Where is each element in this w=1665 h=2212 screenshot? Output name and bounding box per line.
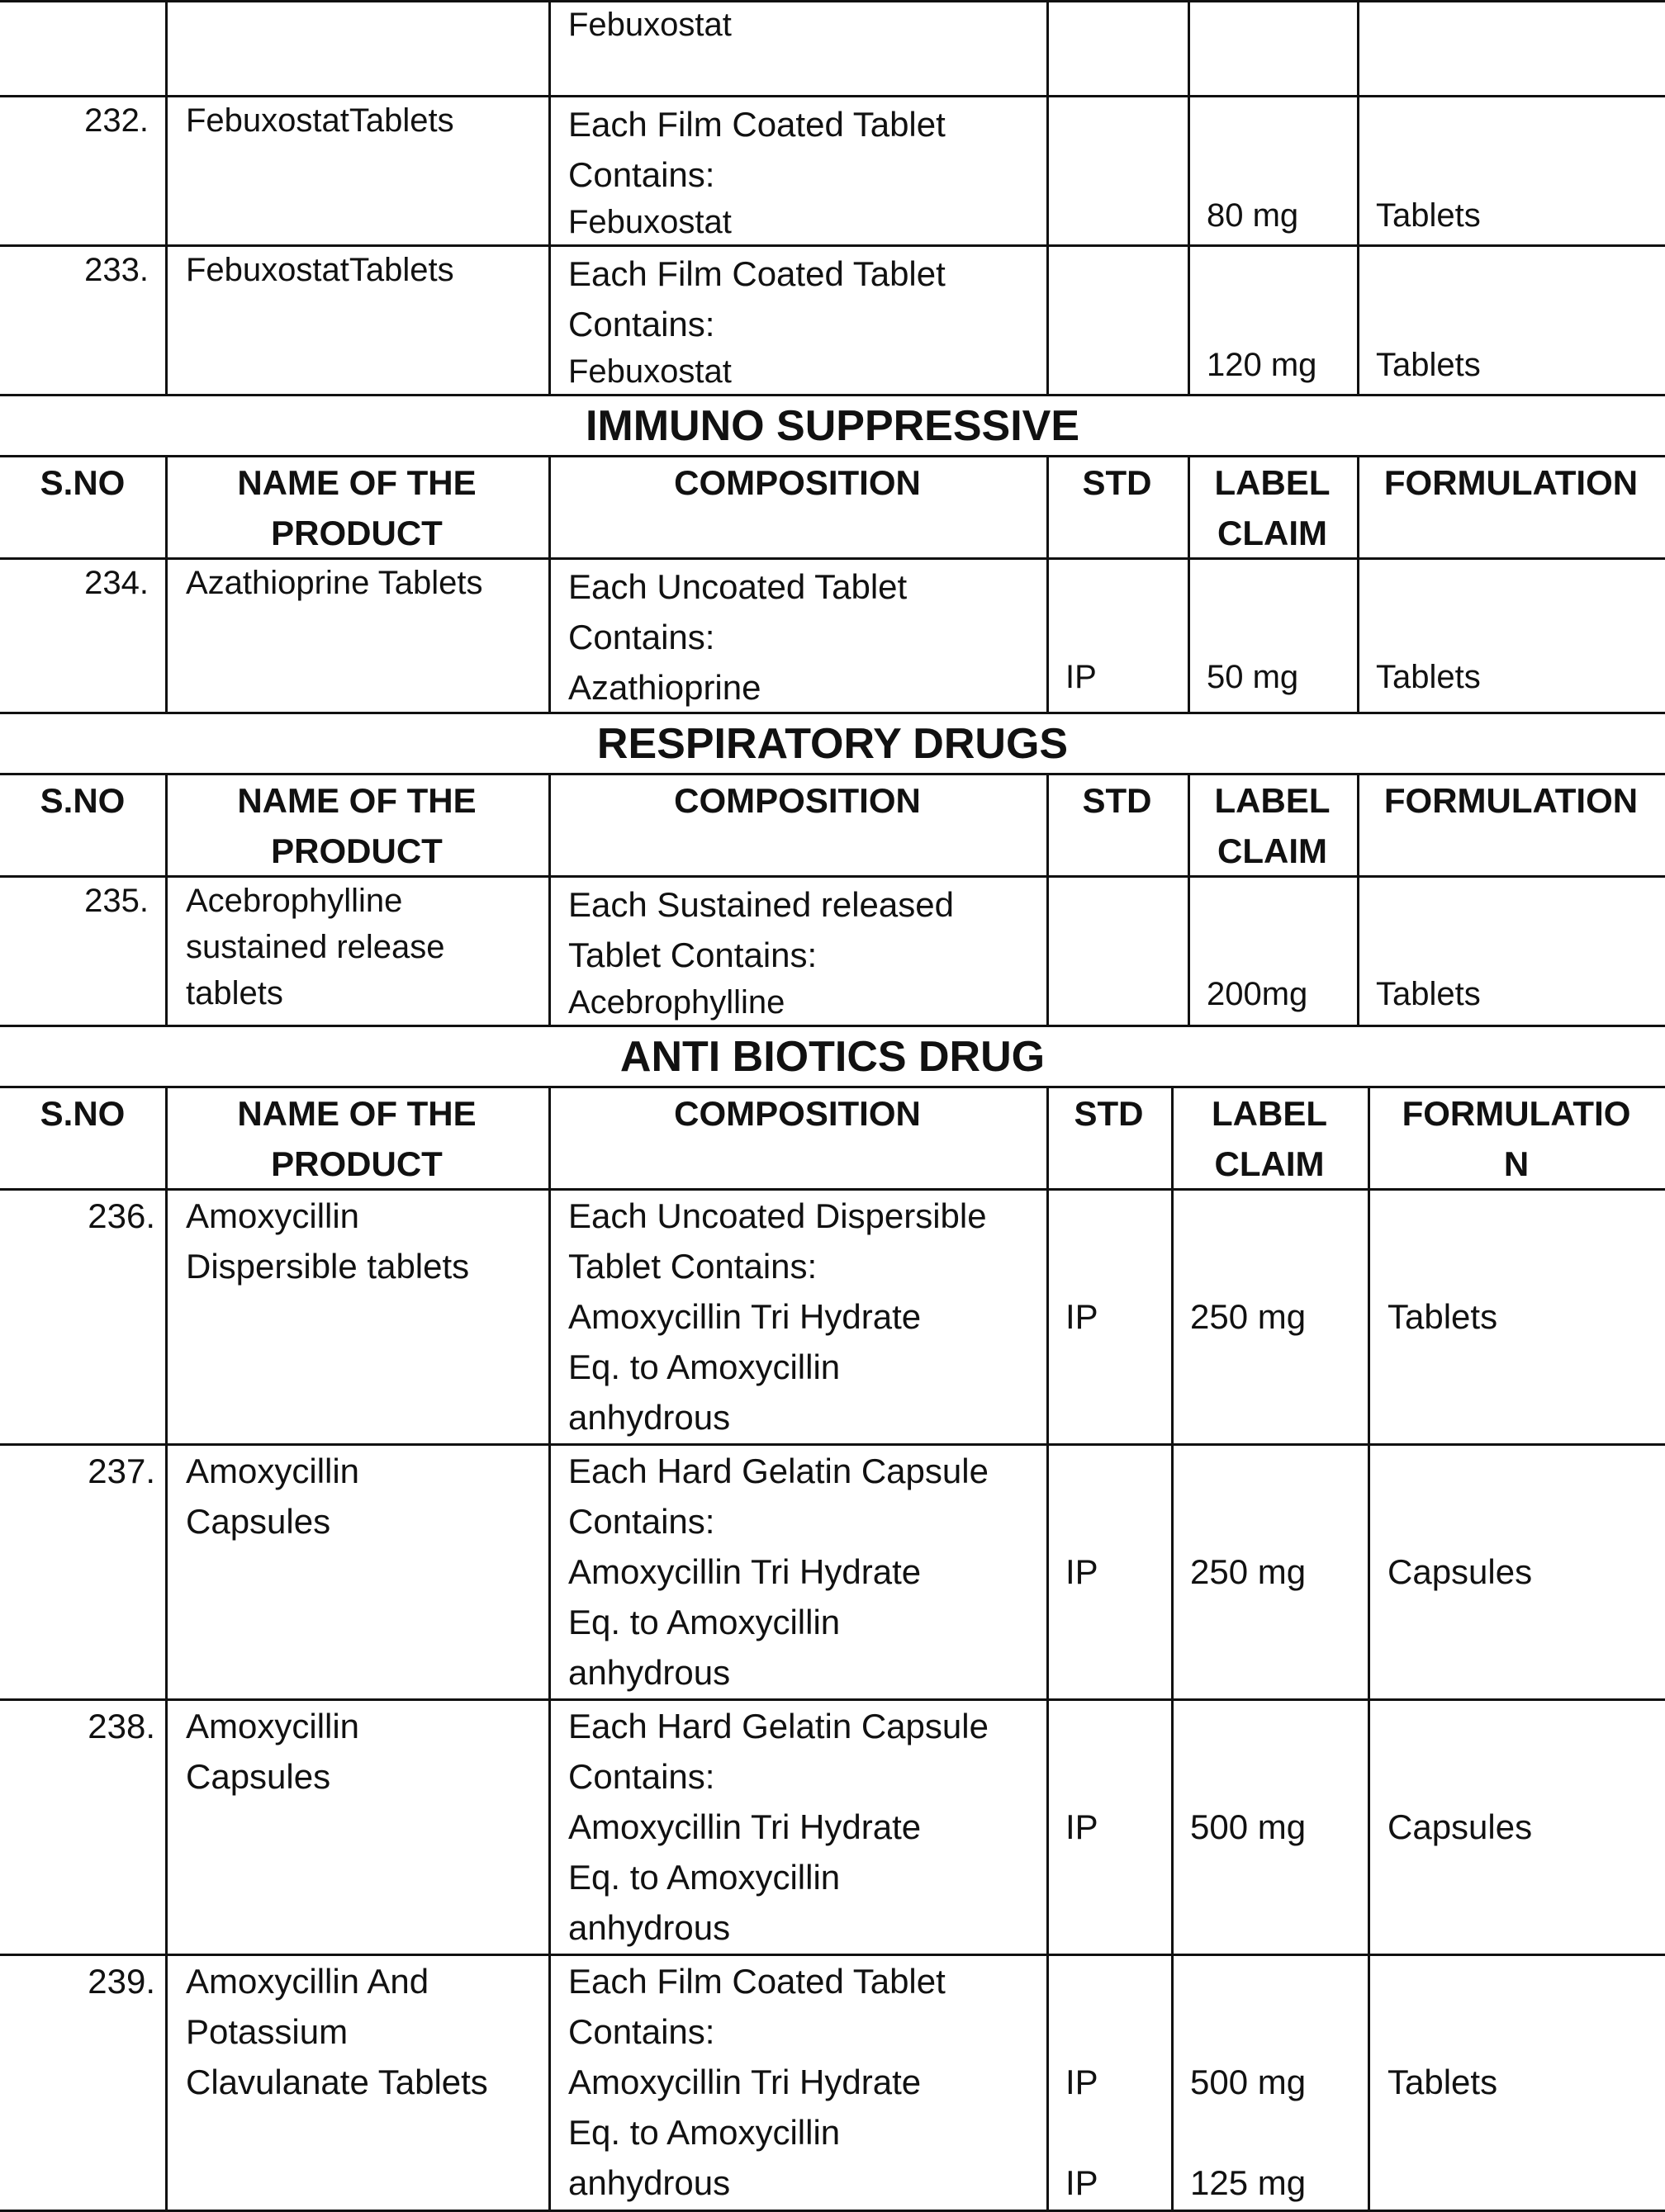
header-label-claim: CLAIM <box>1217 831 1327 870</box>
composition-cell: Amoxycillin Tri Hydrate <box>568 2063 922 2101</box>
header-sno: S.NO <box>40 463 126 502</box>
std-cell: IP <box>1065 659 1097 695</box>
composition-cell: Contains: <box>568 305 715 343</box>
section-title: ANTI BIOTICS DRUG <box>619 1033 1046 1081</box>
header-name: PRODUCT <box>271 831 443 870</box>
label-claim-cell: 250 mg <box>1190 1297 1307 1336</box>
sno-cell: 234. <box>84 565 149 601</box>
header-std: STD <box>1082 781 1152 820</box>
formulation-cell: Capsules <box>1388 1552 1533 1591</box>
label-claim-cell: 80 mg <box>1207 197 1299 234</box>
header-std: STD <box>1074 1094 1144 1133</box>
composition-cell: Eq. to Amoxycillin <box>568 1348 841 1386</box>
product-name-cell: tablets <box>186 975 283 1011</box>
product-name-cell: FebuxostatTablets <box>186 102 454 139</box>
sno-cell: 239. <box>88 1962 155 2001</box>
std-cell: IP <box>1065 1552 1098 1591</box>
product-name-cell: Amoxycillin <box>186 1707 360 1745</box>
formulation-cell: Tablets <box>1376 976 1481 1012</box>
section-title: RESPIRATORY DRUGS <box>596 720 1069 768</box>
product-name-cell: Capsules <box>186 1502 331 1541</box>
header-composition: COMPOSITION <box>674 1094 921 1133</box>
table-column-rule <box>548 0 551 394</box>
product-name-cell: Acebrophylline <box>186 883 403 919</box>
composition-cell: Amoxycillin Tri Hydrate <box>568 1297 922 1336</box>
composition-cell: Each Film Coated Tablet <box>568 105 946 144</box>
composition-cell: Each Uncoated Dispersible <box>568 1196 987 1235</box>
table-column-rule <box>1188 0 1190 394</box>
formulation-cell: Tablets <box>1376 347 1481 383</box>
label-claim-cell: 125 mg <box>1190 2163 1307 2202</box>
formulation-cell: Tablets <box>1388 2063 1498 2101</box>
header-label-claim: CLAIM <box>1217 514 1327 552</box>
sno-cell: 235. <box>84 883 149 919</box>
section-title: IMMUNO SUPPRESSIVE <box>585 402 1080 450</box>
composition-cell: Febuxostat <box>568 7 732 43</box>
header-label-claim: LABEL <box>1214 781 1331 820</box>
composition-cell: Tablet Contains: <box>568 1247 818 1286</box>
header-name: PRODUCT <box>271 1144 443 1183</box>
product-name-cell: sustained release <box>186 929 445 965</box>
composition-cell: Each Hard Gelatin Capsule <box>568 1452 989 1490</box>
header-name: PRODUCT <box>271 514 443 552</box>
table-column-rule <box>1046 0 1049 394</box>
std-cell: IP <box>1065 1807 1098 1846</box>
composition-cell: anhydrous <box>568 2163 731 2202</box>
label-claim-cell: 200mg <box>1207 976 1308 1012</box>
composition-cell: Each Film Coated Tablet <box>568 1962 946 2001</box>
composition-cell: Febuxostat <box>568 353 732 390</box>
table-column-rule <box>1046 1086 1049 2210</box>
composition-cell: anhydrous <box>568 1653 731 1692</box>
header-label-claim: CLAIM <box>1214 1144 1325 1183</box>
header-formulation: FORMULATION <box>1383 781 1639 820</box>
composition-cell: Tablet Contains: <box>568 935 818 974</box>
label-claim-cell: 500 mg <box>1190 1807 1307 1846</box>
sno-cell: 232. <box>84 102 149 139</box>
product-name-cell: Amoxycillin <box>186 1196 360 1235</box>
label-claim-cell: 120 mg <box>1207 347 1317 383</box>
header-sno: S.NO <box>40 1094 126 1133</box>
composition-cell: Each Sustained released <box>568 885 954 924</box>
formulation-cell: Tablets <box>1376 197 1481 234</box>
header-std: STD <box>1082 463 1152 502</box>
formulation-cell: Capsules <box>1388 1807 1533 1846</box>
sno-cell: 236. <box>88 1196 155 1235</box>
header-label-claim: LABEL <box>1214 463 1331 502</box>
header-sno: S.NO <box>40 781 126 820</box>
sno-cell: 233. <box>84 252 149 288</box>
composition-cell: Amoxycillin Tri Hydrate <box>568 1807 922 1846</box>
table-column-rule <box>1368 1086 1370 2210</box>
composition-cell: Azathioprine <box>568 668 761 707</box>
table-column-rule <box>165 1086 168 2210</box>
formulation-cell: Tablets <box>1376 659 1481 695</box>
product-name-cell: Dispersible tablets <box>186 1247 470 1286</box>
table-column-rule <box>548 1086 551 2210</box>
composition-cell: Each Film Coated Tablet <box>568 254 946 293</box>
composition-cell: Eq. to Amoxycillin <box>568 1858 841 1897</box>
composition-cell: Amoxycillin Tri Hydrate <box>568 1552 922 1591</box>
product-name-cell: Capsules <box>186 1757 331 1796</box>
composition-cell: Contains: <box>568 155 715 194</box>
product-name-cell: Azathioprine Tablets <box>186 565 483 601</box>
composition-cell: anhydrous <box>568 1908 731 1947</box>
std-cell: IP <box>1065 1297 1098 1336</box>
composition-cell: Each Uncoated Tablet <box>568 567 908 606</box>
header-label-claim: LABEL <box>1212 1094 1327 1133</box>
composition-cell: Eq. to Amoxycillin <box>568 1603 841 1641</box>
formulation-cell: Tablets <box>1388 1297 1498 1336</box>
sno-cell: 238. <box>88 1707 155 1745</box>
composition-cell: Febuxostat <box>568 204 732 240</box>
product-name-cell: FebuxostatTablets <box>186 252 454 288</box>
composition-cell: anhydrous <box>568 1398 731 1437</box>
composition-cell: Contains: <box>568 1502 715 1541</box>
table-column-rule <box>1171 1086 1174 2210</box>
composition-cell: Each Hard Gelatin Capsule <box>568 1707 989 1745</box>
composition-cell: Contains: <box>568 1757 715 1796</box>
composition-cell: Contains: <box>568 618 715 656</box>
header-formulation: FORMULATIO <box>1402 1094 1631 1133</box>
header-formulation: N <box>1503 1144 1530 1183</box>
label-claim-cell: 500 mg <box>1190 2063 1307 2101</box>
composition-cell: Eq. to Amoxycillin <box>568 2113 841 2152</box>
std-cell: IP <box>1065 2063 1098 2101</box>
table-column-rule <box>1357 0 1359 394</box>
product-name-cell: Amoxycillin And <box>186 1962 429 2001</box>
product-name-cell: Potassium <box>186 2012 349 2051</box>
product-name-cell: Clavulanate Tablets <box>186 2063 488 2101</box>
label-claim-cell: 50 mg <box>1207 659 1299 695</box>
composition-cell: Acebrophylline <box>568 984 785 1021</box>
header-name: NAME OF THE <box>237 1094 477 1133</box>
table-rule <box>0 0 1665 2</box>
table-column-rule <box>165 0 168 394</box>
header-composition: COMPOSITION <box>674 781 921 820</box>
header-composition: COMPOSITION <box>674 463 921 502</box>
header-name: NAME OF THE <box>237 781 477 820</box>
composition-cell: Contains: <box>568 2012 715 2051</box>
label-claim-cell: 250 mg <box>1190 1552 1307 1591</box>
std-cell: IP <box>1065 2163 1098 2202</box>
header-formulation: FORMULATION <box>1383 463 1639 502</box>
product-name-cell: Amoxycillin <box>186 1452 360 1490</box>
header-name: NAME OF THE <box>237 463 477 502</box>
sno-cell: 237. <box>88 1452 155 1490</box>
